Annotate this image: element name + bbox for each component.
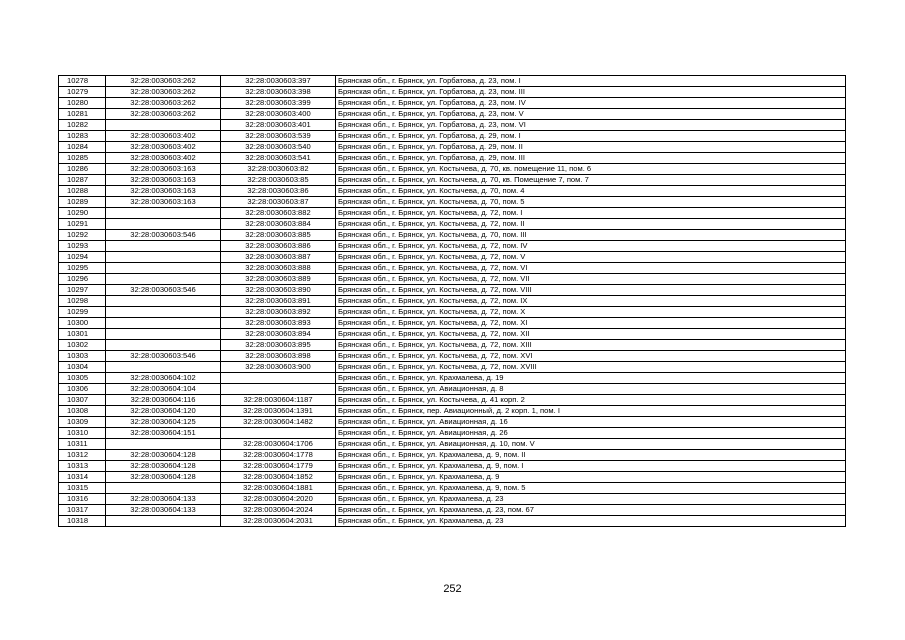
- table-row: [59, 263, 846, 274]
- table-row: [59, 340, 846, 351]
- parent-cadastral-cell: 32:28:0030603:262: [106, 76, 221, 87]
- address-cell: Брянская обл., г. Брянск, ул. Крахмалева, д. 9: [336, 472, 846, 483]
- row-number-cell: 10305: [59, 373, 106, 384]
- address-cell: Брянская обл., г. Брянск, ул. Костычева, д. 72, пом. IV: [336, 241, 846, 252]
- parent-cadastral-cell: 32:28:0030603:402: [106, 142, 221, 153]
- cadastral-number-cell: 32:28:0030604:1391: [221, 406, 336, 417]
- cadastral-number-cell: [221, 428, 336, 439]
- cadastral-number-cell: 32:28:0030603:889: [221, 274, 336, 285]
- address-cell: Брянская обл., г. Брянск, ул. Горбатова, д. 23, пом. I: [336, 76, 846, 87]
- row-number-cell: 10283: [59, 131, 106, 142]
- table-row: [59, 230, 846, 241]
- row-number-cell: 10299: [59, 307, 106, 318]
- table-row: [59, 362, 846, 373]
- parent-cadastral-cell: 32:28:0030603:402: [106, 131, 221, 142]
- table-row: [59, 472, 846, 483]
- row-number-cell: 10290: [59, 208, 106, 219]
- cadastral-number-cell: 32:28:0030603:890: [221, 285, 336, 296]
- table-row: [59, 197, 846, 208]
- cadastral-number-cell: 32:28:0030603:82: [221, 164, 336, 175]
- cadastral-number-cell: 32:28:0030603:892: [221, 307, 336, 318]
- row-number-cell: 10302: [59, 340, 106, 351]
- row-number-cell: 10317: [59, 505, 106, 516]
- row-number-cell: 10311: [59, 439, 106, 450]
- row-number-cell: 10286: [59, 164, 106, 175]
- table-row: [59, 164, 846, 175]
- address-cell: Брянская обл., г. Брянск, ул. Костычева, д. 70, кв. помещение 11, пом. 6: [336, 164, 846, 175]
- table-row: [59, 241, 846, 252]
- parent-cadastral-cell: 32:28:0030604:128: [106, 450, 221, 461]
- table-row: [59, 483, 846, 494]
- table-row: [59, 109, 846, 120]
- address-cell: Брянская обл., г. Брянск, ул. Горбатова, д. 29, пом. II: [336, 142, 846, 153]
- parent-cadastral-cell: [106, 208, 221, 219]
- cadastral-number-cell: 32:28:0030603:888: [221, 263, 336, 274]
- parent-cadastral-cell: 32:28:0030603:402: [106, 153, 221, 164]
- table-row: [59, 417, 846, 428]
- cadastral-number-cell: 32:28:0030604:1706: [221, 439, 336, 450]
- address-cell: Брянская обл., г. Брянск, ул. Крахмалева, д. 9, пом. I: [336, 461, 846, 472]
- row-number-cell: 10310: [59, 428, 106, 439]
- table-row: [59, 76, 846, 87]
- cadastral-number-cell: 32:28:0030603:887: [221, 252, 336, 263]
- table-row: [59, 87, 846, 98]
- row-number-cell: 10295: [59, 263, 106, 274]
- row-number-cell: 10318: [59, 516, 106, 527]
- cadastral-number-cell: 32:28:0030603:884: [221, 219, 336, 230]
- row-number-cell: 10304: [59, 362, 106, 373]
- address-cell: Брянская обл., г. Брянск, ул. Крахмалева, д. 23: [336, 494, 846, 505]
- address-cell: Брянская обл., г. Брянск, ул. Крахмалева, д. 23: [336, 516, 846, 527]
- row-number-cell: 10284: [59, 142, 106, 153]
- cadastral-number-cell: 32:28:0030603:400: [221, 109, 336, 120]
- row-number-cell: 10289: [59, 197, 106, 208]
- table-row: [59, 329, 846, 340]
- parent-cadastral-cell: 32:28:0030603:546: [106, 285, 221, 296]
- parent-cadastral-cell: 32:28:0030603:262: [106, 87, 221, 98]
- address-cell: Брянская обл., г. Брянск, ул. Костычева, д. 72, пом. VI: [336, 263, 846, 274]
- cadastral-number-cell: 32:28:0030604:1482: [221, 417, 336, 428]
- parent-cadastral-cell: [106, 219, 221, 230]
- table-row: [59, 219, 846, 230]
- address-cell: Брянская обл., г. Брянск, ул. Костычева, д. 70, пом. 4: [336, 186, 846, 197]
- parent-cadastral-cell: 32:28:0030604:133: [106, 505, 221, 516]
- row-number-cell: 10314: [59, 472, 106, 483]
- parent-cadastral-cell: [106, 329, 221, 340]
- cadastral-number-cell: 32:28:0030603:882: [221, 208, 336, 219]
- parent-cadastral-cell: [106, 318, 221, 329]
- cadastral-number-cell: 32:28:0030604:1881: [221, 483, 336, 494]
- table-row: [59, 505, 846, 516]
- address-cell: Брянская обл., г. Брянск, ул. Костычева, д. 72, пом. IX: [336, 296, 846, 307]
- address-cell: Брянская обл., г. Брянск, ул. Авиационная, д. 16: [336, 417, 846, 428]
- parent-cadastral-cell: 32:28:0030604:104: [106, 384, 221, 395]
- parent-cadastral-cell: 32:28:0030604:125: [106, 417, 221, 428]
- cadastral-table: [58, 75, 846, 527]
- parent-cadastral-cell: [106, 120, 221, 131]
- row-number-cell: 10301: [59, 329, 106, 340]
- row-number-cell: 10297: [59, 285, 106, 296]
- row-number-cell: 10312: [59, 450, 106, 461]
- parent-cadastral-cell: 32:28:0030603:546: [106, 351, 221, 362]
- row-number-cell: 10287: [59, 175, 106, 186]
- cadastral-number-cell: 32:28:0030603:541: [221, 153, 336, 164]
- cadastral-number-cell: 32:28:0030603:399: [221, 98, 336, 109]
- row-number-cell: 10291: [59, 219, 106, 230]
- address-cell: Брянская обл., г. Брянск, ул. Крахмалева, д. 19: [336, 373, 846, 384]
- address-cell: Брянская обл., г. Брянск, ул. Горбатова, д. 23, пом. III: [336, 87, 846, 98]
- address-cell: Брянская обл., г. Брянск, ул. Костычева, д. 72, пом. II: [336, 219, 846, 230]
- parent-cadastral-cell: [106, 439, 221, 450]
- cadastral-number-cell: 32:28:0030603:401: [221, 120, 336, 131]
- table-row: [59, 406, 846, 417]
- address-cell: Брянская обл., г. Брянск, ул. Авиационная, д. 10, пом. V: [336, 439, 846, 450]
- address-cell: Брянская обл., г. Брянск, ул. Горбатова, д. 23, пом. V: [336, 109, 846, 120]
- row-number-cell: 10309: [59, 417, 106, 428]
- address-cell: Брянская обл., г. Брянск, ул. Костычева, д. 72, пом. XI: [336, 318, 846, 329]
- table-row: [59, 494, 846, 505]
- table-row: [59, 98, 846, 109]
- cadastral-number-cell: 32:28:0030603:895: [221, 340, 336, 351]
- parent-cadastral-cell: [106, 307, 221, 318]
- parent-cadastral-cell: 32:28:0030604:133: [106, 494, 221, 505]
- parent-cadastral-cell: 32:28:0030603:163: [106, 186, 221, 197]
- cadastral-number-cell: 32:28:0030603:86: [221, 186, 336, 197]
- table-row: [59, 461, 846, 472]
- cadastral-number-cell: 32:28:0030603:894: [221, 329, 336, 340]
- parent-cadastral-cell: 32:28:0030603:262: [106, 109, 221, 120]
- parent-cadastral-cell: 32:28:0030603:262: [106, 98, 221, 109]
- row-number-cell: 10278: [59, 76, 106, 87]
- row-number-cell: 10296: [59, 274, 106, 285]
- address-cell: Брянская обл., г. Брянск, ул. Костычева, д. 72, пом. XVI: [336, 351, 846, 362]
- table-row: [59, 351, 846, 362]
- cadastral-number-cell: [221, 373, 336, 384]
- cadastral-number-cell: 32:28:0030604:2024: [221, 505, 336, 516]
- row-number-cell: 10293: [59, 241, 106, 252]
- address-cell: Брянская обл., г. Брянск, ул. Костычева, д. 72, пом. XII: [336, 329, 846, 340]
- table-row: [59, 186, 846, 197]
- cadastral-number-cell: 32:28:0030604:2031: [221, 516, 336, 527]
- cadastral-number-cell: 32:28:0030603:885: [221, 230, 336, 241]
- parent-cadastral-cell: 32:28:0030603:163: [106, 197, 221, 208]
- address-cell: Брянская обл., г. Брянск, ул. Костычева, д. 72, пом. X: [336, 307, 846, 318]
- table-row: [59, 208, 846, 219]
- table-row: [59, 142, 846, 153]
- parent-cadastral-cell: [106, 516, 221, 527]
- parent-cadastral-cell: [106, 263, 221, 274]
- table-row: [59, 516, 846, 527]
- cadastral-number-cell: 32:28:0030604:1779: [221, 461, 336, 472]
- address-cell: Брянская обл., г. Брянск, ул. Костычева, д. 72, пом. V: [336, 252, 846, 263]
- address-cell: Брянская обл., г. Брянск, ул. Костычева, д. 72, пом. VIII: [336, 285, 846, 296]
- table-row: [59, 131, 846, 142]
- table-row: [59, 373, 846, 384]
- parent-cadastral-cell: 32:28:0030604:128: [106, 472, 221, 483]
- address-cell: Брянская обл., г. Брянск, ул. Крахмалева, д. 9, пом. 5: [336, 483, 846, 494]
- address-cell: Брянская обл., г. Брянск, ул. Крахмалева, д. 23, пом. 67: [336, 505, 846, 516]
- table-row: [59, 296, 846, 307]
- row-number-cell: 10298: [59, 296, 106, 307]
- row-number-cell: 10308: [59, 406, 106, 417]
- row-number-cell: 10300: [59, 318, 106, 329]
- parent-cadastral-cell: 32:28:0030604:120: [106, 406, 221, 417]
- row-number-cell: 10280: [59, 98, 106, 109]
- parent-cadastral-cell: 32:28:0030603:546: [106, 230, 221, 241]
- page-number: 252: [443, 583, 462, 595]
- address-cell: Брянская обл., г. Брянск, ул. Костычева, д. 72, пом. VII: [336, 274, 846, 285]
- cadastral-number-cell: 32:28:0030603:397: [221, 76, 336, 87]
- address-cell: Брянская обл., г. Брянск, ул. Горбатова, д. 23, пом. VI: [336, 120, 846, 131]
- address-cell: Брянская обл., г. Брянск, ул. Костычева, д. 72, пом. I: [336, 208, 846, 219]
- cadastral-number-cell: 32:28:0030603:893: [221, 318, 336, 329]
- address-cell: Брянская обл., г. Брянск, ул. Горбатова, д. 23, пом. IV: [336, 98, 846, 109]
- table-row: [59, 318, 846, 329]
- parent-cadastral-cell: [106, 274, 221, 285]
- table-row: [59, 450, 846, 461]
- cadastral-number-cell: 32:28:0030603:898: [221, 351, 336, 362]
- table-row: [59, 285, 846, 296]
- row-number-cell: 10292: [59, 230, 106, 241]
- cadastral-number-cell: 32:28:0030604:1187: [221, 395, 336, 406]
- row-number-cell: 10307: [59, 395, 106, 406]
- cadastral-number-cell: 32:28:0030603:87: [221, 197, 336, 208]
- address-cell: Брянская обл., г. Брянск, ул. Костычева, д. 72, пом. XVIII: [336, 362, 846, 373]
- parent-cadastral-cell: [106, 296, 221, 307]
- parent-cadastral-cell: 32:28:0030604:102: [106, 373, 221, 384]
- cadastral-number-cell: 32:28:0030603:891: [221, 296, 336, 307]
- row-number-cell: 10315: [59, 483, 106, 494]
- address-cell: Брянская обл., г. Брянск, пер. Авиационный, д. 2 корп. 1, пом. I: [336, 406, 846, 417]
- parent-cadastral-cell: 32:28:0030604:128: [106, 461, 221, 472]
- address-cell: Брянская обл., г. Брянск, ул. Костычева, д. 70, кв. Помещение 7, пом. 7: [336, 175, 846, 186]
- row-number-cell: 10281: [59, 109, 106, 120]
- address-cell: Брянская обл., г. Брянск, ул. Горбатова, д. 29, пом. I: [336, 131, 846, 142]
- cadastral-number-cell: 32:28:0030603:539: [221, 131, 336, 142]
- address-cell: Брянская обл., г. Брянск, ул. Костычева, д. 70, пом. 5: [336, 197, 846, 208]
- cadastral-number-cell: 32:28:0030603:886: [221, 241, 336, 252]
- cadastral-number-cell: 32:28:0030604:1778: [221, 450, 336, 461]
- parent-cadastral-cell: 32:28:0030603:163: [106, 175, 221, 186]
- address-cell: Брянская обл., г. Брянск, ул. Горбатова, д. 29, пом. III: [336, 153, 846, 164]
- table-row: [59, 153, 846, 164]
- table-row: [59, 428, 846, 439]
- row-number-cell: 10316: [59, 494, 106, 505]
- cadastral-number-cell: 32:28:0030603:398: [221, 87, 336, 98]
- row-number-cell: 10282: [59, 120, 106, 131]
- parent-cadastral-cell: 32:28:0030604:151: [106, 428, 221, 439]
- cadastral-number-cell: [221, 384, 336, 395]
- row-number-cell: 10313: [59, 461, 106, 472]
- parent-cadastral-cell: [106, 483, 221, 494]
- table-row: [59, 120, 846, 131]
- parent-cadastral-cell: 32:28:0030603:163: [106, 164, 221, 175]
- cadastral-number-cell: 32:28:0030603:85: [221, 175, 336, 186]
- row-number-cell: 10288: [59, 186, 106, 197]
- row-number-cell: 10294: [59, 252, 106, 263]
- table-body: [59, 76, 846, 527]
- table-row: [59, 384, 846, 395]
- cadastral-number-cell: 32:28:0030604:2020: [221, 494, 336, 505]
- address-cell: Брянская обл., г. Брянск, ул. Авиационная, д. 26: [336, 428, 846, 439]
- row-number-cell: 10306: [59, 384, 106, 395]
- table-row: [59, 252, 846, 263]
- table-row: [59, 439, 846, 450]
- table-row: [59, 274, 846, 285]
- row-number-cell: 10279: [59, 87, 106, 98]
- cadastral-number-cell: 32:28:0030603:900: [221, 362, 336, 373]
- address-cell: Брянская обл., г. Брянск, ул. Костычева, д. 70, пом. III: [336, 230, 846, 241]
- parent-cadastral-cell: [106, 241, 221, 252]
- cadastral-number-cell: 32:28:0030604:1852: [221, 472, 336, 483]
- row-number-cell: 10285: [59, 153, 106, 164]
- table-row: [59, 175, 846, 186]
- parent-cadastral-cell: [106, 252, 221, 263]
- address-cell: Брянская обл., г. Брянск, ул. Крахмалева, д. 9, пом. II: [336, 450, 846, 461]
- table-row: [59, 395, 846, 406]
- parent-cadastral-cell: [106, 340, 221, 351]
- document-table-wrapper: [58, 75, 846, 527]
- address-cell: Брянская обл., г. Брянск, ул. Авиационная, д. 8: [336, 384, 846, 395]
- cadastral-number-cell: 32:28:0030603:540: [221, 142, 336, 153]
- address-cell: Брянская обл., г. Брянск, ул. Костычева, д. 41 корп. 2: [336, 395, 846, 406]
- address-cell: Брянская обл., г. Брянск, ул. Костычева, д. 72, пом. XIII: [336, 340, 846, 351]
- parent-cadastral-cell: 32:28:0030604:116: [106, 395, 221, 406]
- table-row: [59, 307, 846, 318]
- row-number-cell: 10303: [59, 351, 106, 362]
- parent-cadastral-cell: [106, 362, 221, 373]
